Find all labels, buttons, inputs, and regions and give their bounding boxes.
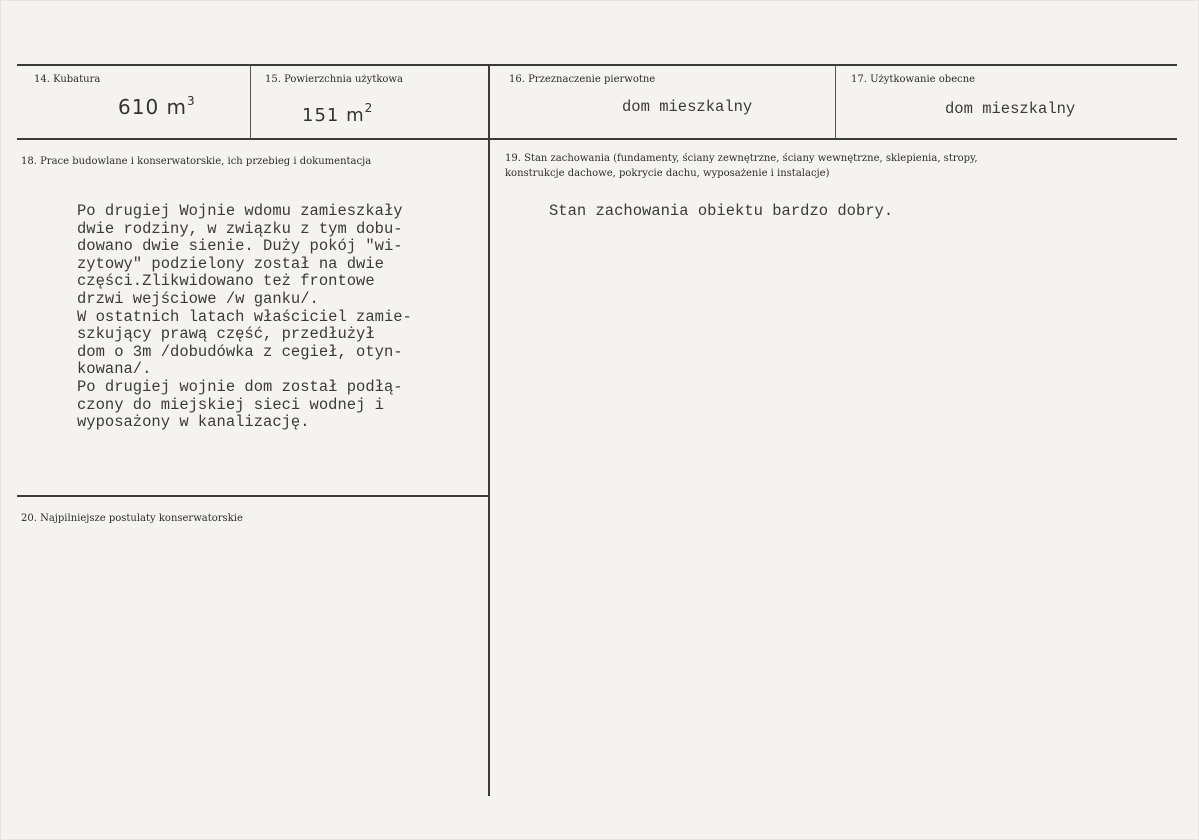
field-18-line: dowano dwie sienie. Duży pokój "wi- xyxy=(77,237,403,256)
field-18-line: czony do miejskiej sieci wodnej i xyxy=(77,395,384,414)
divider-14-15 xyxy=(250,65,251,139)
field-19-value: Stan zachowania obiektu bardzo dobry. xyxy=(549,202,894,220)
field-16-label: 16. Przeznaczenie pierwotne xyxy=(509,74,656,85)
field-16-value: dom mieszkalny xyxy=(622,98,753,116)
field-18-line: dwie rodziny, w związku z tym dobu- xyxy=(77,219,403,238)
field-18-line: Po drugiej Wojnie wdomu zamieszkały xyxy=(77,202,403,220)
center-divider xyxy=(488,65,490,796)
field-18-line: części.Zlikwidowano też frontowe xyxy=(77,272,375,291)
field-18-line: wyposażony w kanalizację. xyxy=(77,413,310,432)
field-20-label: 20. Najpilniejsze postulaty konserwatorskie xyxy=(21,513,243,524)
field-18-line: dom o 3m /dobudówka z cegieł, otyn- xyxy=(77,342,403,361)
field-18-line: zytowy" podzielony został na dwie xyxy=(77,254,384,273)
field-18-line: W ostatnich latach właściciel zamie- xyxy=(77,307,412,326)
row1-bottom-rule xyxy=(17,138,1177,140)
field-14-value xyxy=(118,94,196,119)
field-18-line: kowana/. xyxy=(77,360,152,379)
field-17-label: 17. Użytkowanie obecne xyxy=(851,74,976,85)
field-15-label: 15. Powierzchnia użytkowa xyxy=(265,74,403,85)
field-14-exponent: 3 xyxy=(187,94,196,108)
field-18-line: szkujący prawą część, przedłużył xyxy=(77,325,375,344)
field-18-text xyxy=(77,203,412,432)
field-19-label-line1: 19. Stan zachowania (fundamenty, ściany zewnętrzne, ściany wewnętrzne, sklepienia, stropy, xyxy=(505,153,978,164)
divider-16-17 xyxy=(835,65,836,139)
field-14-number: 610 m xyxy=(118,95,188,119)
field-18-label: 18. Prace budowlane i konserwatorskie, ich przebieg i dokumentacja xyxy=(21,156,372,167)
field-15-value xyxy=(302,101,373,126)
field-18-line: Po drugiej wojnie dom został podłą- xyxy=(77,377,403,396)
box18-bottom-rule xyxy=(17,495,489,497)
top-rule xyxy=(17,64,1177,66)
field-18-line: drzwi wejściowe /w ganku/. xyxy=(77,289,319,308)
field-14-label: 14. Kubatura xyxy=(34,74,101,85)
field-19-label-line2: konstrukcje dachowe, pokrycie dachu, wyposażenie i instalacje) xyxy=(505,168,830,179)
field-17-value: dom mieszkalny xyxy=(945,100,1076,118)
field-15-exponent: 2 xyxy=(364,101,374,115)
field-15-number: 151 m xyxy=(302,105,365,126)
